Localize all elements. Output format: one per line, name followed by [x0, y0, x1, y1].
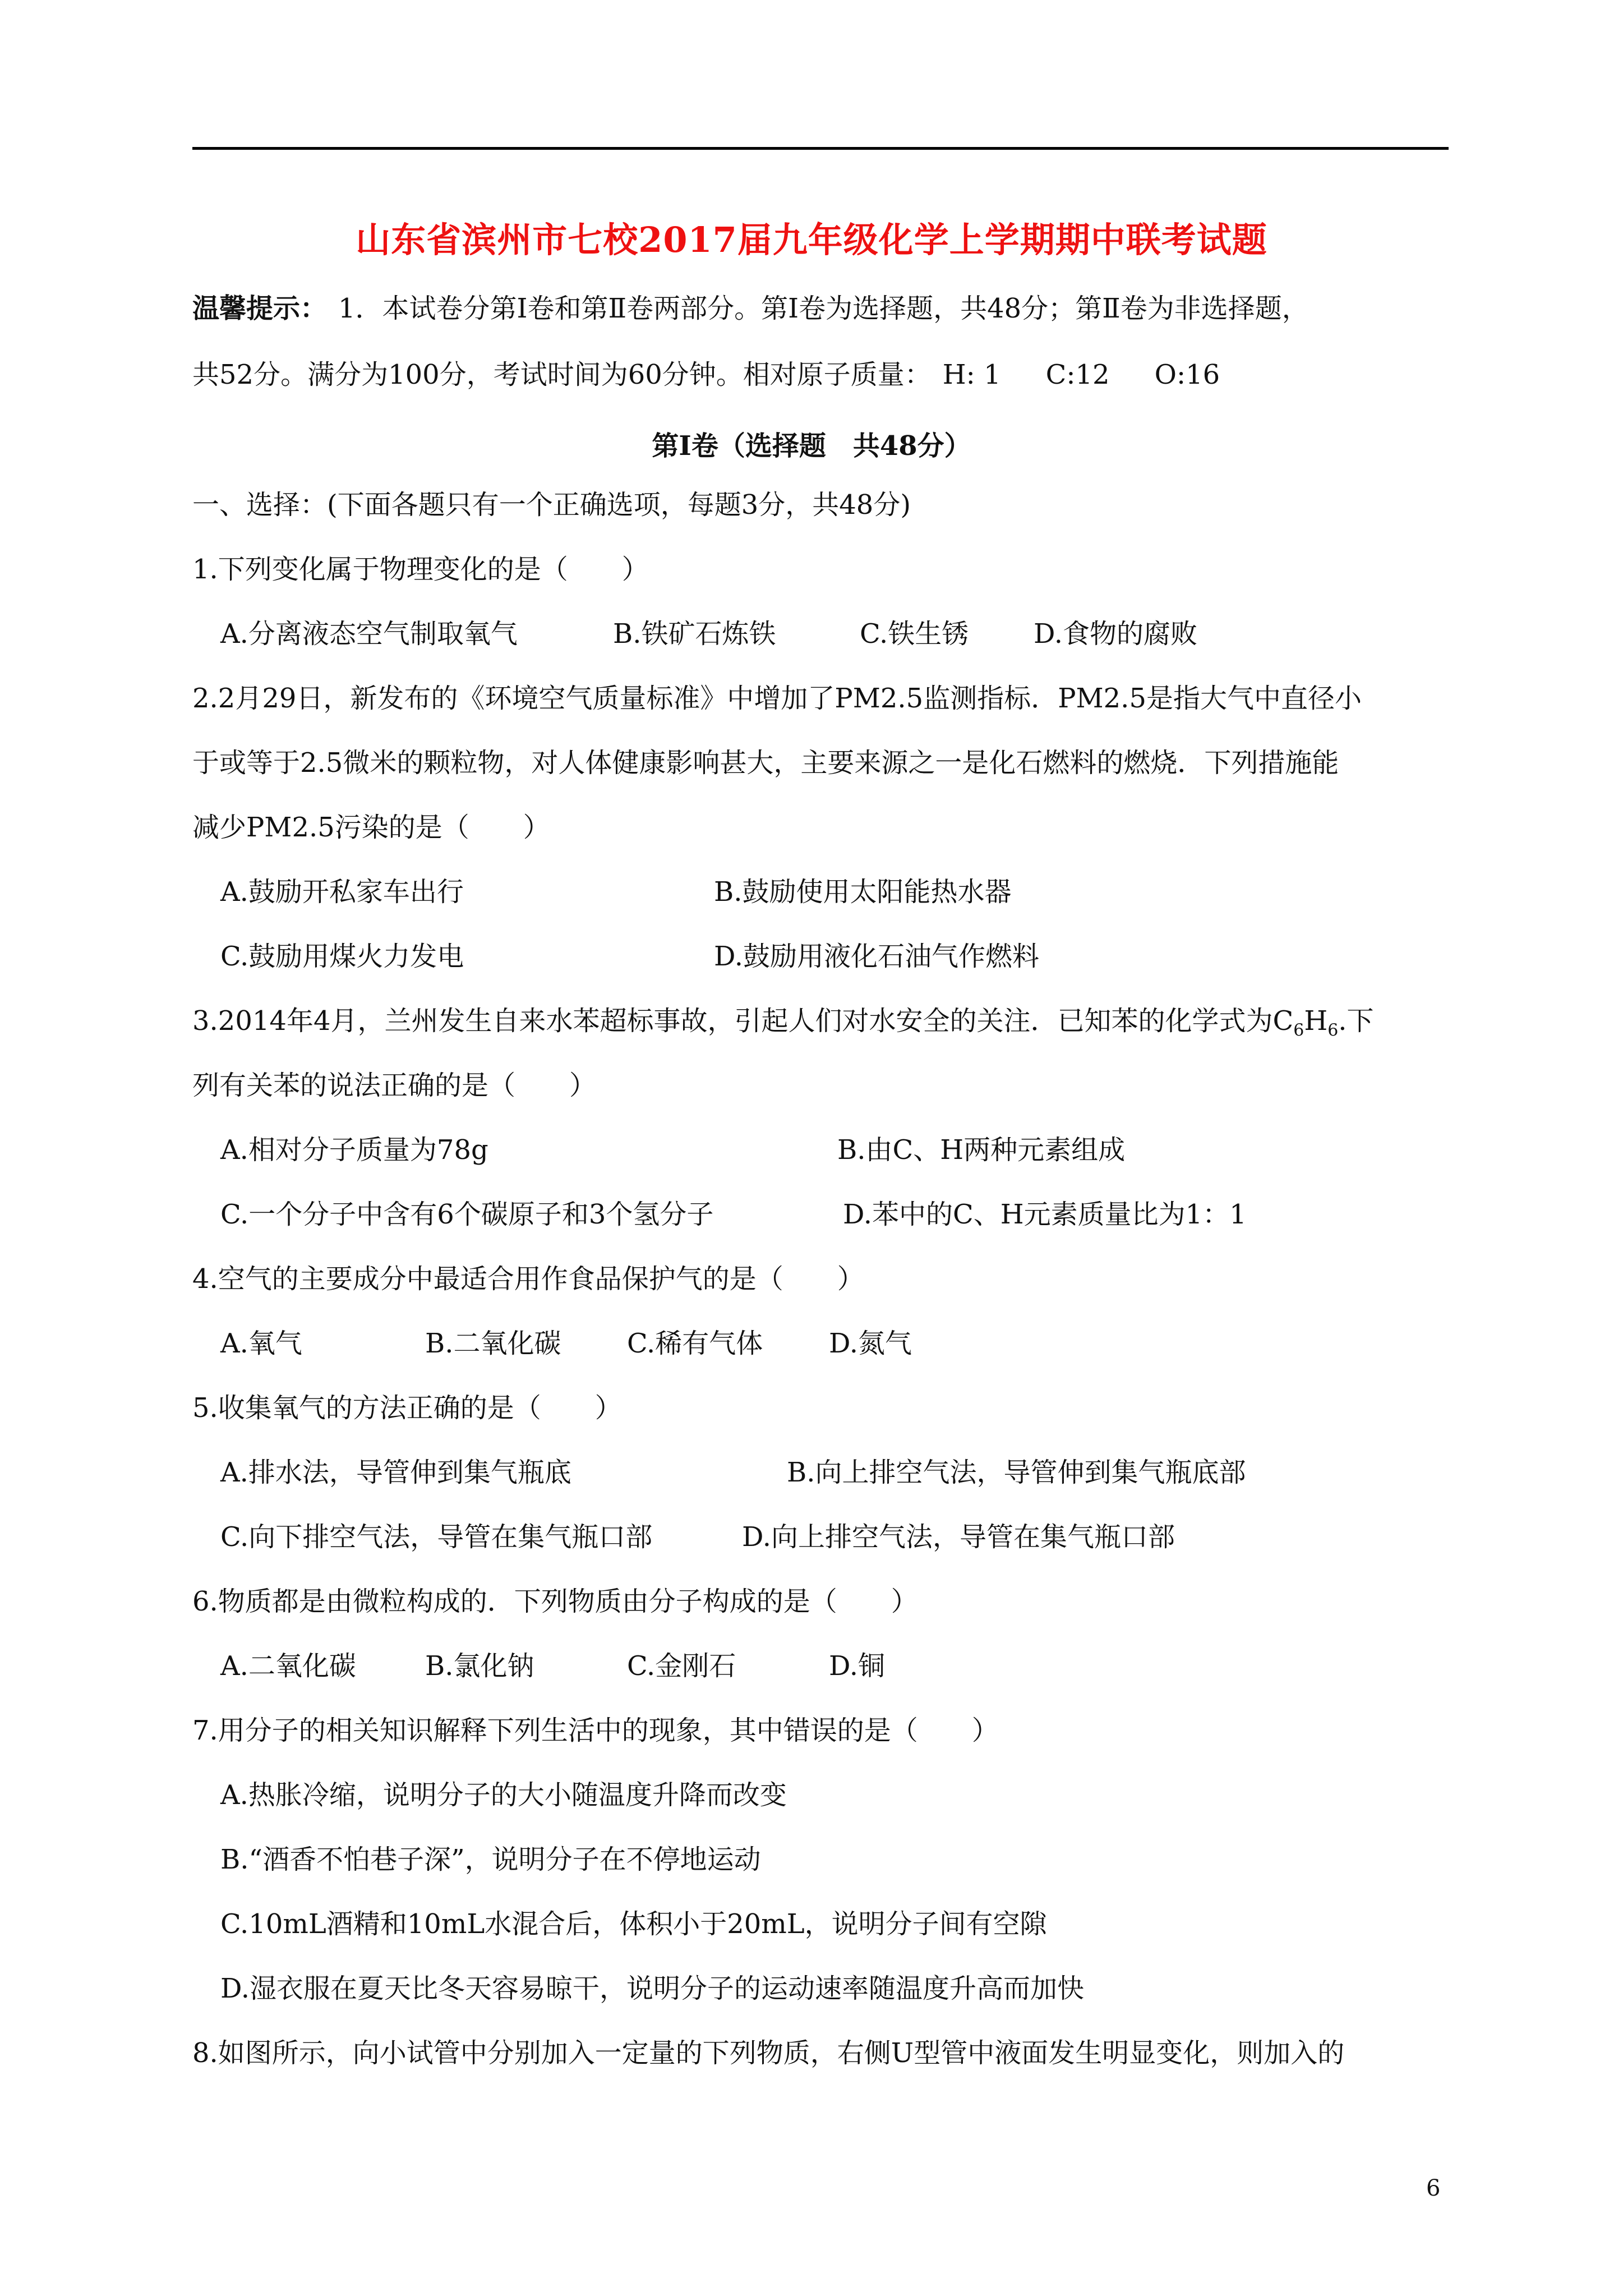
- q7-stem: 7.用分子的相关知识解释下列生活中的现象，其中错误的是（ ）: [192, 1715, 999, 1746]
- q3-option-b: B.由C、H两种元素组成: [837, 1134, 1126, 1166]
- section-heading: 第Ⅰ卷（选择题 共48分）: [652, 430, 971, 462]
- q2-stem-line-1: 2.2月29日，新发布的《环境空气质量标准》中增加了PM2.5监测指标．PM2.5是指大气中直径小: [192, 683, 1362, 714]
- q5-stem: 5.收集氧气的方法正确的是（ ）: [192, 1392, 622, 1424]
- q2-option-a: A.鼓励开私家车出行: [220, 876, 464, 908]
- q8-stem-line-1: 8.如图所示，向小试管中分别加入一定量的下列物质，右侧U型管中液面发生明显变化，则加入的: [192, 2037, 1345, 2069]
- q4-option-a: A.氧气: [220, 1328, 302, 1359]
- tip-line-2: [192, 358, 1220, 392]
- q5-option-c: C.向下排空气法，导管在集气瓶口部: [220, 1521, 653, 1553]
- q6-option-c: C.金刚石: [627, 1650, 736, 1682]
- q6-option-d: D.铜: [829, 1650, 886, 1682]
- q2-option-d: D.鼓励用液化石油气作燃料: [714, 941, 1040, 972]
- q2-stem-line-3: 减少PM2.5污染的是（ ）: [192, 812, 550, 843]
- q7-option-c: C.10mL酒精和10mL水混合后，体积小于20mL，说明分子间有空隙: [220, 1908, 1047, 1940]
- q6-stem: 6.物质都是由微粒构成的．下列物质由分子构成的是（ ）: [192, 1586, 918, 1617]
- q2-stem-line-2: 于或等于2.5微米的颗粒物，对人体健康影响甚大，主要来源之一是化石燃料的燃烧．下列措施能: [192, 747, 1339, 779]
- q5-option-b: B.向上排空气法，导管伸到集气瓶底部: [787, 1457, 1246, 1488]
- page-number: 6: [1426, 2175, 1441, 2201]
- q3-stem-line-2: 列有关苯的说法正确的是（ ）: [192, 1070, 597, 1101]
- tip-text-2: 共52分。满分为100分，考试时间为60分钟。相对原子质量：: [192, 359, 932, 390]
- q5-option-a: A.排水法，导管伸到集气瓶底: [220, 1457, 571, 1488]
- q3-option-c: C.一个分子中含有6个碳原子和3个氢分子: [220, 1199, 714, 1230]
- exam-title: 山东省滨州市七校2017届九年级化学上学期期中联考试题: [356, 219, 1267, 260]
- header-rule: [192, 147, 1449, 150]
- tip-line-1: [192, 292, 1309, 325]
- benzene-formula: $C_6H_6$: [1272, 1005, 1339, 1041]
- q7-option-a: A.热胀冷缩，说明分子的大小随温度升降而改变: [220, 1779, 787, 1811]
- q1-option-b: B.铁矿石炼铁: [613, 618, 776, 650]
- q3-stem-line-1: [192, 1004, 1374, 1048]
- q3-stem-text: 3.2014年4月，兰州发生自来水苯超标事故，引起人们对水安全的关注．已知苯的化学式为: [192, 1005, 1273, 1037]
- q3-option-d: D.苯中的C、H元素质量比为1：1: [843, 1199, 1247, 1230]
- q7-option-d: D.湿衣服在夏天比冬天容易晾干，说明分子的运动速率随温度升高而加快: [220, 1973, 1085, 2004]
- q4-option-b: B.二氧化碳: [425, 1328, 561, 1359]
- part-intro: 一、选择：(下面各题只有一个正确选项，每题3分，共48分): [192, 489, 911, 521]
- q5-option-d: D.向上排空气法，导管在集气瓶口部: [742, 1521, 1175, 1553]
- q1-option-d: D.食物的腐败: [1034, 618, 1198, 650]
- q3-option-a: A.相对分子质量为78g: [220, 1134, 488, 1166]
- q4-option-d: D.氮气: [829, 1328, 912, 1359]
- tip-text-1: 1．本试卷分第Ⅰ卷和第Ⅱ卷两部分。第Ⅰ卷为选择题，共48分；第Ⅱ卷为非选择题，: [338, 293, 1309, 324]
- q6-option-b: B.氯化钠: [425, 1650, 534, 1682]
- atomic-mass-o: O:16: [1154, 359, 1220, 390]
- q2-option-c: C.鼓励用煤火力发电: [220, 941, 464, 972]
- atomic-mass-c: C:12: [1045, 359, 1110, 390]
- tip-label: 温馨提示：: [192, 293, 328, 324]
- q4-option-c: C.稀有气体: [627, 1328, 763, 1359]
- q4-stem: 4.空气的主要成分中最适合用作食品保护气的是（ ）: [192, 1263, 864, 1295]
- atomic-mass-h: H: 1: [942, 359, 1001, 390]
- q3-stem-tail: .下: [1338, 1005, 1374, 1037]
- q1-option-a: A.分离液态空气制取氧气: [220, 618, 518, 650]
- q6-option-a: A.二氧化碳: [220, 1650, 356, 1682]
- q1-option-c: C.铁生锈: [860, 618, 969, 650]
- q7-option-b: B.“酒香不怕巷子深”，说明分子在不停地运动: [220, 1844, 761, 1875]
- q2-option-b: B.鼓励使用太阳能热水器: [714, 876, 1012, 908]
- q1-stem: 1.下列变化属于物理变化的是（ ）: [192, 554, 649, 585]
